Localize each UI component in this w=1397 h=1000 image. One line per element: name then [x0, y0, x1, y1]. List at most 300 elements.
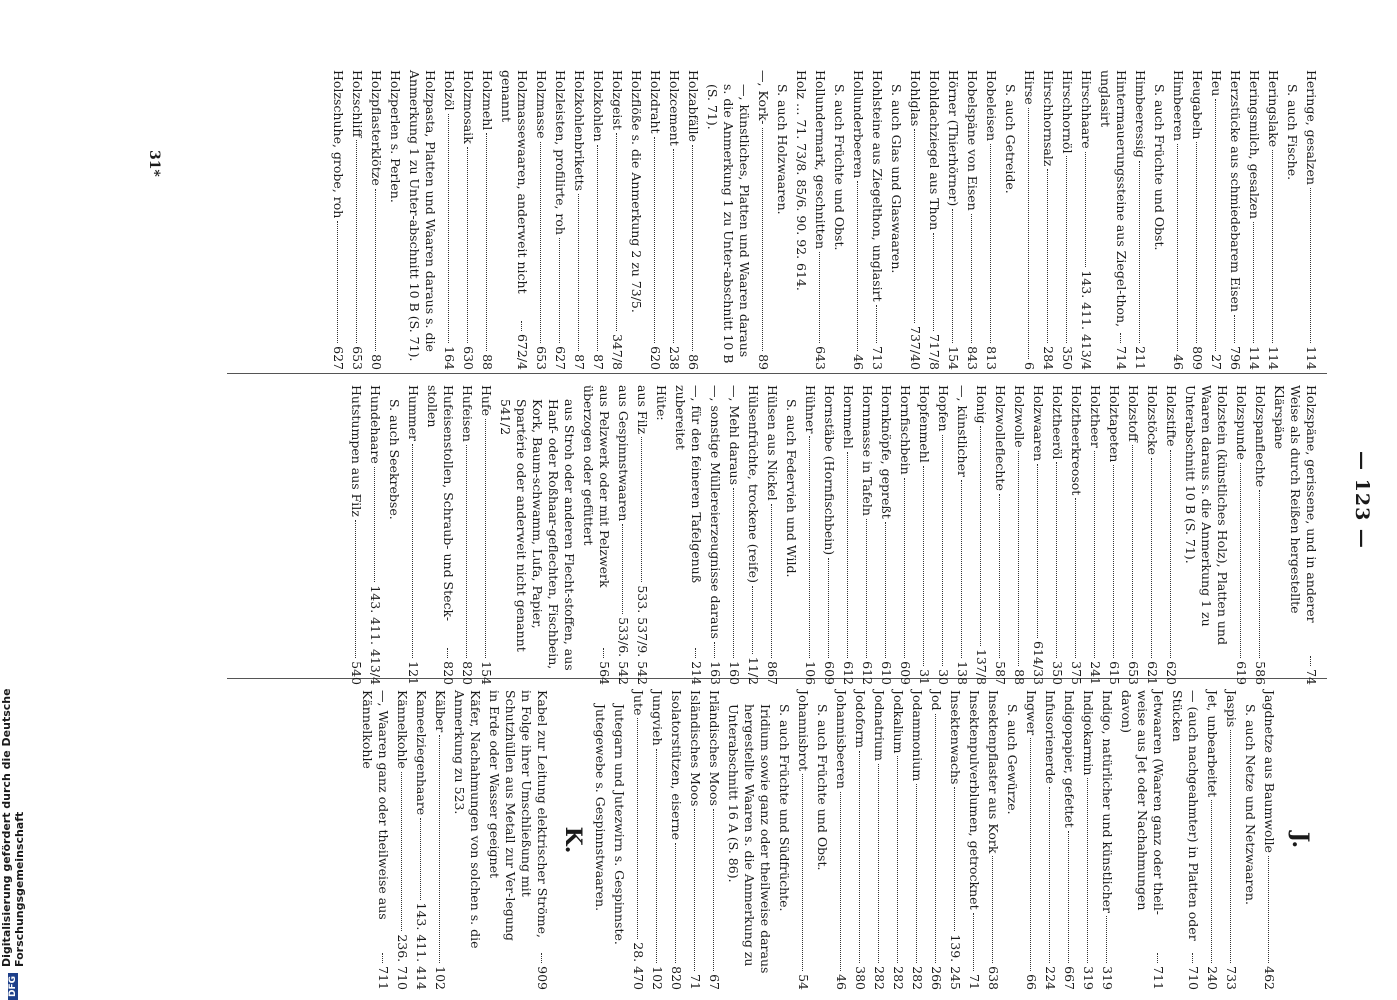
index-entry: [945, 70, 961, 370]
index-entry: [615, 385, 631, 685]
index-entry: [833, 690, 849, 990]
entry-number: 533/6. 542: [616, 617, 631, 685]
side-credit-text: Digitalisierung gefördert durch die Deutsche Forschungsgemeinschaft: [0, 688, 26, 967]
dot-leader: [992, 856, 993, 963]
dot-leader: [540, 142, 541, 344]
entry-label: Indigo, natürlicher und künstlicher: [1100, 690, 1115, 914]
index-entry: [1132, 70, 1148, 370]
entry-label: Holzwolle: [1012, 385, 1027, 448]
entry-number: 28. 470: [631, 942, 646, 990]
entry-number: 114: [1247, 346, 1262, 370]
dot-leader: [1120, 333, 1121, 343]
index-entry: [1170, 70, 1186, 370]
index-entry: [1208, 70, 1224, 370]
dot-leader: [692, 145, 693, 351]
entry-number: 667: [1062, 966, 1077, 990]
dot-leader: [673, 149, 674, 343]
entry-number: 867: [765, 661, 780, 685]
dot-leader: [809, 436, 810, 658]
entry-label: Holzwaaren: [1031, 385, 1046, 462]
entry-label: Holzmassewaaren, anderweit nicht genannt: [499, 70, 530, 294]
entry-label: Holzpasta, Platten und Waaren daraus s. die Anmerkung 1 zu Unter-abschnitt 10 B (S. 71).: [407, 70, 438, 362]
cross-reference: Jutegarn und Jutezwirn s. Gespinnste.: [612, 704, 627, 945]
index-entry: [424, 385, 456, 685]
index-entry: [580, 385, 612, 685]
entry-label: Kabel zur Leitung elektrischer Ströme, in Folge ihrer Umschließung mit Schutzhüllen aus Metall zur Ver-legung in Erde oder Wasser geeignet: [487, 690, 550, 941]
entry-label: Hohlsteine aus Ziegelthon, unglasirt: [870, 70, 885, 302]
index-entry: [1169, 690, 1201, 990]
entry-number: 717/8: [927, 333, 942, 370]
dot-leader: [971, 214, 972, 343]
entry-number: 621: [1145, 661, 1160, 685]
entry-number: 813: [984, 346, 999, 370]
index-entry: [964, 70, 980, 370]
entry-number: 350: [1050, 661, 1065, 685]
dot-leader: [1018, 451, 1019, 666]
index-entry: [1097, 70, 1129, 370]
index-entry: [349, 70, 365, 370]
entry-number: 11/2: [746, 656, 761, 685]
index-entry: [687, 690, 703, 990]
dot-leader: [840, 792, 841, 971]
index-entry: [668, 690, 684, 990]
cross-reference: Iridium sowie ganz oder theilweise daraus hergestellte Waaren s. die Anmerkung zu Unterabschnitt 16 A (S. 86).: [726, 704, 773, 974]
entry-number: 609: [822, 661, 837, 685]
index-entry: [1023, 690, 1039, 990]
entry-number: 820: [669, 966, 684, 990]
entry-number: 347/8: [610, 333, 625, 370]
entry-label: Holzschuhe, grobe, roh: [331, 70, 346, 219]
dot-leader: [559, 238, 560, 343]
entry-number: 102: [650, 966, 665, 990]
dot-leader: [1047, 169, 1048, 343]
cross-reference: S. auch Glas und Glaswaaren.: [889, 84, 904, 274]
entry-number: 87: [572, 354, 587, 370]
dot-leader: [675, 843, 676, 963]
entry-label: Holzspäne, gerissene, und in anderer Weise als durch Reißen hergestellte Klärspäne: [1272, 385, 1319, 623]
entry-number: 282: [872, 966, 887, 990]
entry-number: 350: [1060, 346, 1075, 370]
index-entry: [793, 70, 809, 370]
entry-label: Heringsmilch, gesalzen: [1247, 70, 1262, 219]
entry-number: 121: [406, 661, 421, 685]
dot-leader: [752, 586, 753, 654]
cross-reference: Jutegewebe s. Gespinnstwaaren.: [593, 704, 608, 912]
sheet-signature: 31*: [146, 150, 162, 177]
entry-label: aus Filz: [635, 385, 650, 435]
entry-label: Hornmehl: [841, 385, 856, 449]
dot-leader: [448, 114, 449, 344]
entry-label: aus Pelzwerk oder mit Pelzwerk überzogen oder gefüttert: [581, 385, 612, 588]
dot-leader: [382, 953, 383, 963]
entry-number: 610: [879, 661, 894, 685]
dot-leader: [1240, 463, 1241, 658]
entry-label: Honig: [974, 385, 989, 424]
cross-reference: S. auch Fische.: [1285, 84, 1300, 181]
index-entry: [1265, 70, 1281, 370]
dot-leader: [1196, 142, 1197, 343]
index-entry: [348, 385, 364, 685]
dot-leader: [802, 774, 803, 971]
entry-label: Hornstäbe (Hornfischbein): [822, 385, 837, 556]
entry-label: Holzmasse: [534, 70, 549, 139]
entry-number: 462: [1262, 966, 1277, 990]
entry-label: Käfer, Nachahmungen von solchen s. die Anmerkung zu 523.: [452, 690, 483, 949]
dot-leader: [1310, 188, 1311, 343]
index-entry: [628, 70, 644, 370]
index-entry: [533, 70, 549, 370]
entry-number: 114: [1266, 346, 1281, 370]
index-entry: [330, 70, 346, 370]
index-entry: [367, 385, 383, 685]
entry-label: Himbeeressig: [1133, 70, 1148, 158]
entry-label: Heu: [1209, 70, 1224, 97]
entry-label: Infusorienerde: [1043, 690, 1058, 784]
cross-reference: S. auch Federvieh und Wild.: [784, 399, 799, 578]
entry-number: 627: [553, 346, 568, 370]
entry-label: — (auch nachgeahmter) in Platten oder Stücken: [1170, 690, 1201, 941]
entry-number: 612: [841, 661, 856, 685]
entry-number: 214: [689, 661, 704, 685]
entry-number: 909: [535, 966, 550, 990]
entry-number: 638: [986, 966, 1001, 990]
index-entry: [1271, 385, 1319, 685]
entry-label: Hobeleisen: [984, 70, 999, 142]
index-entry: [647, 70, 663, 370]
dot-leader: [337, 221, 338, 343]
entry-label: Holzcement: [667, 70, 682, 146]
index-entry: [1144, 385, 1160, 685]
dot-leader: [897, 756, 898, 963]
entry-number: 282: [891, 966, 906, 990]
dot-leader: [486, 133, 487, 351]
entry-label: Holzkohlen: [591, 70, 606, 142]
entry-label: Holzspanflechte: [1253, 385, 1268, 488]
entry-label: Hohldachziegel aus Thon: [927, 70, 942, 231]
index-entry: [935, 385, 951, 685]
index-entry: [630, 690, 646, 990]
index-entry: [926, 70, 942, 370]
entry-label: Jodammonium: [910, 690, 925, 782]
dot-leader: [420, 818, 421, 899]
entry-label: Hutstumpen aus Filz: [349, 385, 364, 517]
index-entry: [552, 70, 568, 370]
index-entry: [745, 385, 761, 685]
index-entry: [1021, 70, 1037, 370]
entry-label: Insektenpulverblumen, getrocknet: [967, 690, 982, 910]
entry-number: 609: [898, 661, 913, 685]
dot-leader: [1075, 498, 1076, 658]
cross-reference: —, künstliches, Platten und Waaren daraus s. die Anmerkung 1 zu Unter-abschnitt 10 B (S. 71).: [705, 84, 752, 364]
index-entry: [634, 385, 650, 685]
entry-number: 710: [1186, 966, 1201, 990]
dot-leader: [1087, 778, 1088, 963]
cross-reference: S. auch Früchte und Obst.: [815, 704, 830, 871]
entry-label: Indigopapier, gefettet: [1062, 690, 1077, 828]
index-entry: [871, 690, 887, 990]
index-entry: [1118, 690, 1166, 990]
entry-number: 284: [1041, 346, 1056, 370]
entry-number: 102: [433, 966, 448, 990]
entry-number: 143. 411. 414: [414, 902, 429, 990]
entry-number: 809: [1190, 346, 1205, 370]
entry-label: Holzabfälle: [686, 70, 701, 142]
entry-label: Hörner (Thierhörner): [946, 70, 961, 207]
dot-leader: [714, 642, 715, 658]
entry-number: 620: [648, 346, 663, 370]
index-entry: [1223, 690, 1239, 990]
dot-leader: [375, 189, 376, 351]
dot-leader: [1068, 831, 1069, 963]
entry-number: 619: [1234, 661, 1249, 685]
index-entry: [1049, 385, 1065, 685]
entry-label: Holzöl: [442, 70, 457, 111]
dot-leader: [1037, 464, 1038, 638]
entry-number: 163: [708, 661, 723, 685]
index-entry: [966, 690, 982, 990]
dot-leader: [1139, 161, 1140, 343]
index-entry: [685, 70, 701, 370]
dot-leader: [1268, 856, 1269, 963]
entry-number: 843: [965, 346, 980, 370]
entry-number: 653: [534, 346, 549, 370]
dot-leader: [954, 787, 955, 931]
entry-label: Jet, unbearbeitet: [1205, 690, 1220, 798]
dot-leader: [603, 648, 604, 658]
dot-leader: [622, 524, 623, 614]
entry-label: Holzmehl: [480, 70, 495, 131]
entry-label: Kameelziegenhaare: [414, 690, 429, 816]
entry-number: 143. 411. 413/4: [1079, 270, 1094, 370]
entry-number: 630: [461, 346, 476, 370]
entry-label: —, Waaren ganz oder theilweise aus Kännelkohle: [360, 690, 391, 920]
dot-leader: [771, 504, 772, 659]
dot-leader: [914, 129, 915, 323]
entry-label: Jodnatrium: [872, 690, 887, 761]
dot-leader: [356, 140, 357, 343]
entry-label: Hollundermark, geschnitten: [813, 70, 828, 250]
index-entry: [653, 385, 669, 685]
entry-number: 620: [1164, 661, 1179, 685]
index-entry: [850, 70, 866, 370]
entry-number: 796: [1228, 346, 1243, 370]
entry-label: Holz … 71. 73/8. 85/6. 90. 92. 614.: [794, 70, 809, 291]
entry-label: Holztheer: [1088, 385, 1103, 448]
entry-number: 106: [803, 661, 818, 685]
index-entry: [432, 690, 448, 990]
dot-leader: [1253, 222, 1254, 343]
entry-number: 266: [929, 966, 944, 990]
entry-number: 711: [376, 966, 391, 990]
dot-leader: [923, 466, 924, 666]
entry-label: Heringslake: [1266, 70, 1281, 148]
entry-label: Holzstöcke: [1145, 385, 1160, 455]
entry-number: 86: [686, 354, 701, 370]
cross-reference: S. auch Holzwaaren.: [775, 84, 790, 215]
entry-number: 139. 245: [948, 934, 963, 990]
entry-label: Holzstoff: [1126, 385, 1141, 442]
entry-number: 714: [1114, 346, 1129, 370]
entry-number: 653: [350, 346, 365, 370]
dot-leader: [819, 252, 820, 343]
entry-number: 137/8: [974, 648, 989, 685]
entry-label: Hummer: [406, 385, 421, 442]
section-letter: K.: [560, 826, 586, 854]
entry-label: Holzwolleflechte: [993, 385, 1008, 491]
entry-label: Hornknöpfe, gepreßt: [879, 385, 894, 519]
cross-reference: S. auch Netze und Netzwaaren.: [1243, 704, 1258, 905]
entry-number: 586: [1253, 661, 1268, 685]
index-entry: [707, 385, 723, 685]
entry-label: Heugabeln: [1190, 70, 1205, 140]
index-entry: [1080, 690, 1096, 990]
dot-leader: [1028, 108, 1029, 359]
index-entry: [459, 385, 475, 685]
dot-leader: [828, 558, 829, 658]
index-entry: [1163, 385, 1179, 685]
dot-leader: [1215, 99, 1216, 351]
entry-label: Johannisbeeren: [834, 690, 849, 789]
dot-leader: [1230, 730, 1231, 963]
dot-leader: [1272, 150, 1273, 343]
entry-label: Jute: [631, 690, 646, 716]
dot-leader: [401, 772, 402, 931]
index-entry: [387, 70, 403, 370]
dot-leader: [1132, 445, 1133, 658]
entry-label: Holzperlen s. Perlen.: [388, 70, 403, 203]
entry-number: 614/33: [1031, 641, 1046, 685]
entry-label: Himbeeren: [1171, 70, 1186, 141]
entry-number: 820: [460, 661, 475, 685]
index-entry: [947, 690, 963, 990]
cross-reference: S. auch Getreide.: [1003, 84, 1018, 194]
dot-leader: [942, 435, 943, 667]
entry-label: Hühner: [803, 385, 818, 434]
index-entry: [1087, 385, 1103, 685]
index-entry: [1182, 385, 1230, 685]
index-entry: [909, 690, 925, 990]
dot-leader: [521, 321, 522, 331]
index-entry: [706, 690, 722, 990]
dot-leader: [1049, 787, 1050, 963]
entry-number: 154: [479, 661, 494, 685]
dot-leader: [1094, 451, 1095, 658]
dot-leader: [952, 209, 953, 343]
dfg-logo: DFG: [8, 973, 18, 1000]
cross-reference: S. auch Gewürze.: [1005, 704, 1020, 815]
entry-label: Holzgeist: [610, 70, 625, 130]
index-entry: [368, 70, 384, 370]
cross-reference: aus Stroh oder anderen Flecht-stoffen, aus Hanf- oder Roßhaar-geflechten, Fischbein, Kork, Baum-schwamm, Lufa, Papier, Spartérie oder anderweit nicht genannt 541/2: [498, 399, 577, 671]
entry-number: 74: [1304, 669, 1319, 685]
index-entry: [1059, 70, 1075, 370]
dot-leader: [866, 519, 867, 658]
dot-leader: [933, 233, 934, 331]
index-entry: [451, 690, 483, 990]
dot-leader: [1085, 152, 1086, 268]
side-credit: [0, 600, 26, 1000]
index-entry: [609, 70, 625, 370]
index-entry: [460, 70, 476, 370]
dot-leader: [694, 809, 695, 971]
entry-number: 46: [851, 354, 866, 370]
index-entry: [985, 690, 1001, 990]
entry-number: 238: [667, 346, 682, 370]
index-entry: [1261, 690, 1277, 990]
index-entry: [1030, 385, 1046, 685]
entry-number: 66: [1024, 974, 1039, 990]
index-column-right: [356, 690, 1319, 990]
index-entry: [478, 385, 494, 685]
dot-leader: [980, 426, 981, 645]
dot-leader: [467, 147, 468, 343]
entry-label: Hufeisen: [460, 385, 475, 442]
dot-leader: [541, 953, 542, 963]
entry-label: Holzspunde: [1234, 385, 1249, 460]
entry-label: Jetwaaren (Waaren ganz oder theil-weise aus Jet oder Nachahmungen davon): [1119, 690, 1166, 915]
index-entry: [498, 70, 530, 370]
index-entry: [1252, 385, 1268, 685]
entry-number: 88: [480, 354, 495, 370]
entry-number: 67: [707, 974, 722, 990]
entry-label: Holztapeten: [1107, 385, 1122, 463]
entry-label: Holzmosaik: [461, 70, 476, 144]
entry-number: 236. 710: [395, 934, 410, 990]
entry-label: Hornmasse in Tafeln: [860, 385, 875, 516]
dot-leader: [847, 452, 848, 658]
index-entry: [1061, 690, 1077, 990]
index-entry: [359, 690, 391, 990]
index-entry: [441, 70, 457, 370]
entry-number: 88: [1012, 669, 1027, 685]
entry-number: 71: [688, 974, 703, 990]
cross-reference: S. auch Seekrebse.: [387, 399, 402, 520]
index-entry: [1068, 385, 1084, 685]
entry-number: 54: [796, 974, 811, 990]
index-entry: [413, 690, 429, 990]
index-entry: [649, 690, 665, 990]
index-entry: [897, 385, 913, 685]
dot-leader: [1030, 738, 1031, 971]
section-letter: J.: [1287, 831, 1313, 849]
index-entry: [1189, 70, 1205, 370]
entry-label: Insektenpflaster aus Kork: [986, 690, 1001, 854]
dot-leader: [641, 437, 642, 582]
entry-number: 587: [993, 661, 1008, 685]
entry-label: Kännelkohle: [395, 690, 410, 769]
index-entry: [486, 690, 550, 990]
index-entry: [869, 70, 885, 370]
entry-number: 30: [936, 669, 951, 685]
entry-label: Hirschhornsalz: [1041, 70, 1056, 167]
entry-number: 89: [756, 354, 771, 370]
index-entry: [571, 70, 587, 370]
index-entry: [672, 385, 704, 685]
entry-label: —, Kork-: [756, 70, 771, 125]
entry-number: 6: [1022, 362, 1037, 370]
index-entry: [973, 385, 989, 685]
entry-number: 733: [1224, 966, 1239, 990]
dot-leader: [1211, 800, 1212, 963]
index-entry: [755, 70, 771, 370]
entry-number: 71: [967, 974, 982, 990]
entry-label: Hintermauerungssteine aus Ziegel-thon, unglasirt: [1098, 70, 1129, 328]
entry-number: 80: [369, 354, 384, 370]
entry-label: —, Mehl daraus: [727, 385, 742, 486]
entry-label: Holztheeröl: [1050, 385, 1065, 460]
entry-label: Jod: [929, 690, 944, 711]
entry-label: aus Gespinnstwaaren: [616, 385, 631, 522]
